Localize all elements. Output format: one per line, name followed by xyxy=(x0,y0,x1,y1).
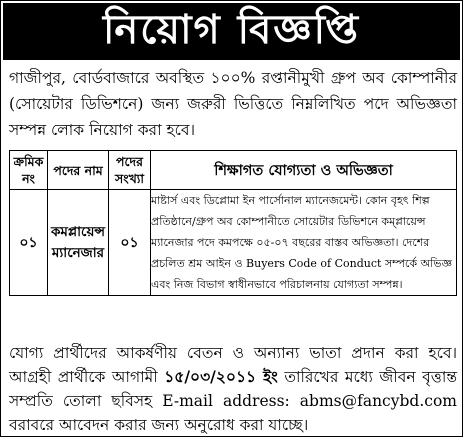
closing-note: বরাবরে আবেদন করার জন্য অনুরোধ করা যাচ্ছে। xyxy=(9,416,309,434)
cell-post-count: ০১ xyxy=(109,190,151,296)
cell-qualification: মাষ্টার্স এবং ডিপ্লোমা ইন পার্সোনাল ম্যানেজমেন্ট। কোন বৃহৎ শিল্প প্রতিষ্ঠানে/গ্রুপ অব কোম্পানীতে সোয়েটার ডিভিশনে কম্প্লায়েন্স ম্যানেজার পদে কমপক্ষে ০৫-০৭ বছরের বাস্তব অভিজ্ঞতা। দেশের প্রচলিত শ্রম আইন ও Buyers Code of Conduct সম্পর্কে অভিজ্ঞ এবং নিজ বিভাগ স্বাধীনভাবে পরিচালনায় যোগ্যতা সম্পন্ন। xyxy=(151,190,457,296)
closing-paragraph xyxy=(9,341,457,437)
header-qualification: শিক্ষাগত যোগ্যতা ও অভিজ্ঞতা xyxy=(151,151,457,190)
email-label: E-mail address: xyxy=(162,392,290,410)
deadline-date: ১৫/০৩/২০১১ ইং xyxy=(164,367,278,386)
ad-title: নিয়োগ বিজ্ঞপ্তি xyxy=(3,3,460,60)
cell-serial: ০১ xyxy=(10,190,48,296)
deadline-prefix: আগ্রহী প্রার্থীকে আগামী xyxy=(9,368,158,386)
email-address[interactable]: abms@fancybd.com xyxy=(299,392,457,410)
table-row xyxy=(10,190,457,296)
header-post-name: পদের নাম xyxy=(48,151,109,190)
salary-note: যোগ্য প্রার্থীদের আকর্ষণীয় বেতন ও অন্যান্য ভাতা প্রদান করা হবে। xyxy=(9,344,457,362)
intro-paragraph: গাজীপুর, বোর্ডবাজারে অবস্থিত ১০০% রপ্তানীমুখী গ্রুপ অব কোম্পানীর (সোয়েটার ডিভিশনে) জন্য জরুরী ভিত্তিতে নিম্নলিখিত পদে অভিজ্ঞতা সম্পন্ন লোক নিয়োগ করা হবে। xyxy=(9,69,457,139)
header-post-count: পদের সংখ্যা xyxy=(109,151,151,190)
positions-table xyxy=(9,150,457,296)
deadline-suffix: তারিখের মধ্যে জীবন বৃত্তান্ত সম্প্রতি তোলা ছবিসহ xyxy=(9,368,458,410)
table-header-row xyxy=(10,151,457,190)
cell-post-name: কমপ্লায়েন্স ম্যানেজার xyxy=(48,190,109,296)
header-serial: ক্রমিক নং xyxy=(10,151,48,190)
